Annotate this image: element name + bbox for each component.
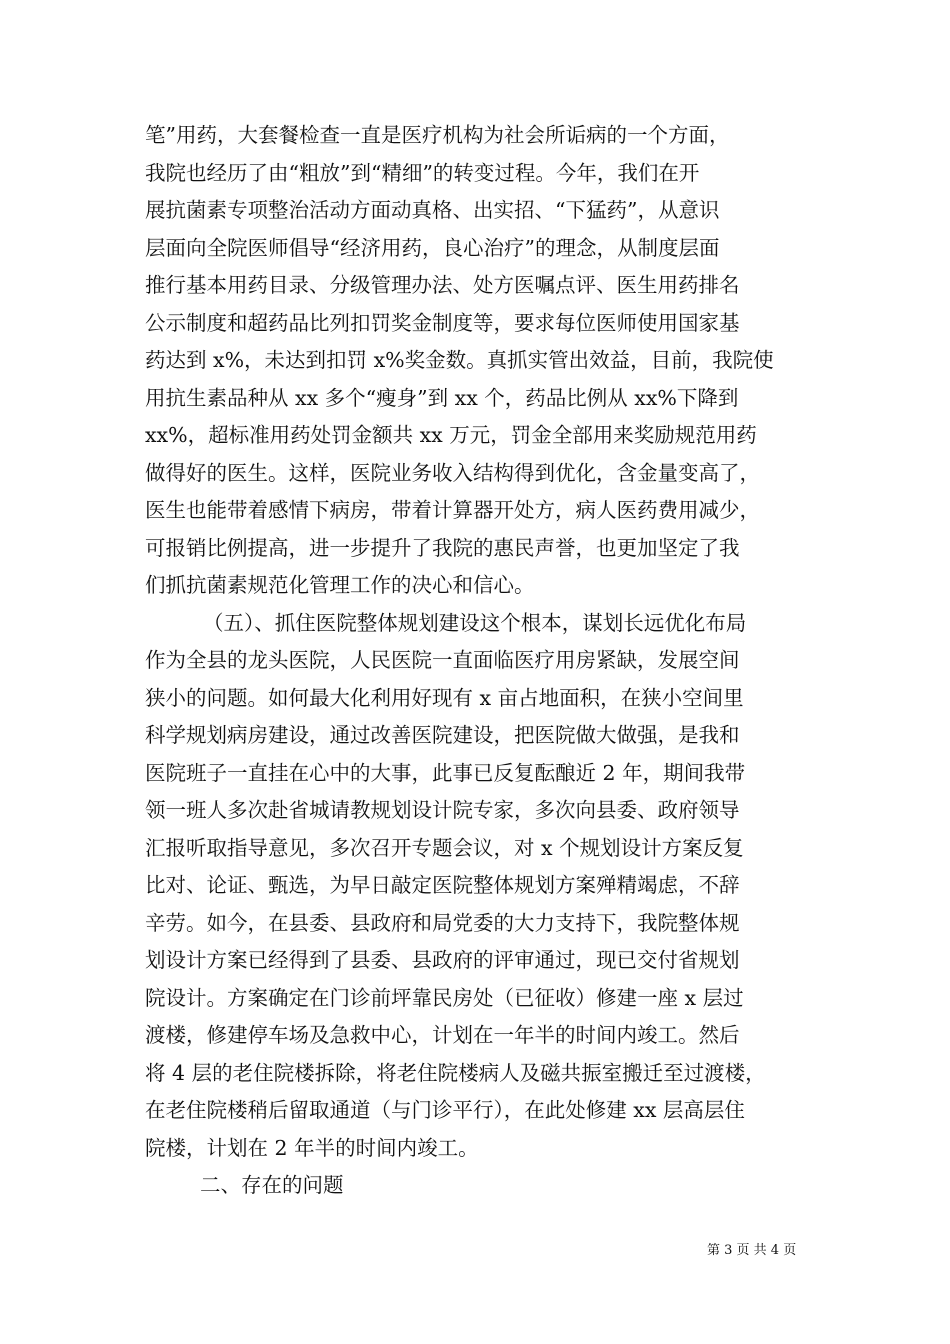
text-line: 渡楼，修建停车场及急救中心，计划在一年半的时间内竣工。然后 [145, 1023, 740, 1047]
text-line: 比对、论证、甄选，为早日敲定医院整体规划方案殚精竭虑，不辞 [145, 873, 740, 897]
text-line: 领一班人多次赴省城请教规划设计院专家，多次向县委、政府领导 [145, 798, 740, 822]
text-line: 汇报听取指导意见，多次召开专题会议，对 x 个规划设计方案反复 [145, 835, 744, 860]
section-heading: （五）、抓住医院整体规划建设这个根本，谋划长远优化布局 [203, 610, 747, 635]
text-line: 医生也能带着感情下病房，带着计算器开处方，病人医药费用减少， [145, 498, 760, 522]
text-line: 辛劳。如今，在县委、县政府和局党委的大力支持下，我院整体规 [145, 910, 740, 935]
text-line: 做得好的医生。这样，医院业务收入结构得到优化，含金量变高了， [145, 460, 760, 485]
text-line: 院楼，计划在 2 年半的时间内竣工。 [145, 1135, 479, 1160]
text-line: 在老住院楼稍后留取通道（与门诊平行），在此处修建 xx 层高层住 [145, 1098, 745, 1122]
text-line: 用抗生素品种从 xx 多个“瘦身”到 xx 个，药品比例从 xx%下降到 [145, 385, 739, 410]
text-line: 们抓抗菌素规范化管理工作的决心和信心。 [145, 573, 535, 597]
text-line: 可报销比例提高，进一步提升了我院的惠民声誉，也更加坚定了我 [145, 535, 740, 560]
text-line: 推行基本用药目录、分级管理办法、处方医嘱点评、医生用药排名 [145, 273, 740, 297]
text-line: 我院也经历了由“粗放”到“精细”的转变过程。今年，我们在开 [145, 160, 700, 185]
text-line: 院设计。方案确定在门诊前坪靠民房处（已征收）修建一座 x 层过 [145, 985, 744, 1010]
text-line: 层面向全院医师倡导“经济用药，良心治疗”的理念，从制度层面 [145, 235, 720, 260]
text-line: 科学规划病房建设，通过改善医院建设，把医院做大做强，是我和 [145, 723, 740, 747]
page-number: 第 3 页 共 4 页 [707, 1243, 797, 1258]
text-line: xx%，超标准用药处罚金额共 xx 万元，罚金全部用来奖励规范用药 [145, 423, 757, 447]
text-line: 将 4 层的老住院楼拆除，将老住院楼病人及磁共振室搬迁至过渡楼， [145, 1060, 766, 1085]
text-line: 医院班子一直挂在心中的大事，此事已反复酝酿近 2 年，期间我带 [145, 760, 746, 785]
text-line: 药达到 x%，未达到扣罚 x%奖金数。真抓实管出效益，目前，我院使 [145, 348, 774, 372]
body-text [145, 117, 815, 1205]
text-line: 公示制度和超药品比列扣罚奖金制度等，要求每位医师使用国家基 [145, 310, 740, 335]
text-line: 狭小的问题。如何最大化利用好现有 x 亩占地面积，在狭小空间里 [145, 685, 744, 710]
text-line: 划设计方案已经得到了县委、县政府的评审通过，现已交付省规划 [145, 948, 740, 972]
text-line: 作为全县的龙头医院，人民医院一直面临医疗用房紧缺，发展空间 [145, 648, 740, 672]
text-line: 笔”用药，大套餐检查一直是医疗机构为社会所诟病的一个方面， [145, 123, 730, 147]
section-heading: 二、存在的问题 [200, 1173, 344, 1197]
text-line: 展抗菌素专项整治活动方面动真格、出实招、“下猛药”，从意识 [145, 198, 720, 222]
